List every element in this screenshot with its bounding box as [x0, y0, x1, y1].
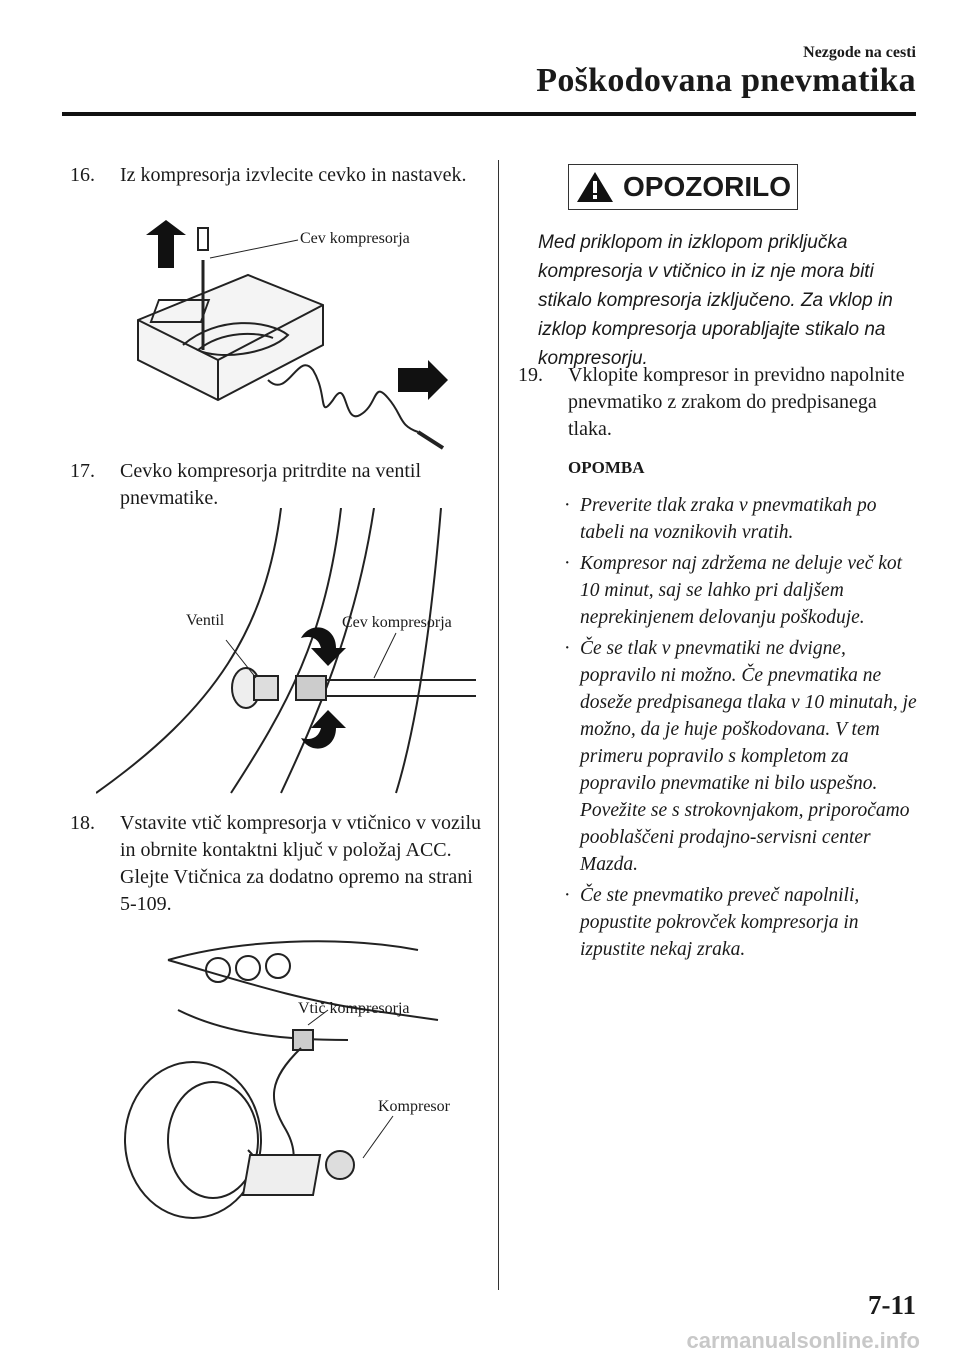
note-heading: OPOMBA [568, 458, 645, 477]
step-17 [70, 458, 490, 512]
step-16 [70, 162, 470, 189]
step-text: Vstavite vtič kompresorja v vtičnico v vozilu in obrnite kontaktni ključ v položaj ACC. [120, 812, 482, 861]
page-number: 7-11 [867, 1290, 916, 1320]
note-item [564, 492, 918, 546]
note-item [564, 550, 918, 631]
figure-label-hose: Cev kompresorja [300, 230, 410, 247]
valve-hose-illustration [96, 508, 476, 798]
bullet: · [564, 885, 571, 906]
step-text: Cevko kompresorja pritrdite na ventil pnevmatike. [120, 460, 422, 509]
bullet: · [564, 495, 571, 516]
note-item-text: Če se tlak v pnevmatiki ne dvigne, popravilo ni možno. Če pnevmatika ne doseže predpisanega tlaka v 10 minutah, je možno, da je huje poškodovana. V tem primeru popravilo s kompletom za popravilo pnevmatike ni bilo uspešno. Povežite se s strokovnjakom, priporočamo pooblaščeni prodajno-servisni center Mazda. [580, 638, 917, 875]
warning-text: Med priklopom in izklopom priključka kompresorja v vtičnico in iz nje mora biti stikalo kompresorja izključeno. Za vklop in izklop kompresorja uporabljajte stikalo na kompresorju. [538, 232, 893, 369]
step-text: Vklopite kompresor in previdno napolnite pnevmatiko z zrakom do predpisanega tlaka. [568, 364, 905, 440]
step-number: 16. [70, 164, 95, 186]
header-rule [62, 112, 916, 116]
step-number: 17. [70, 460, 95, 482]
warning-triangle-icon [575, 170, 615, 204]
compressor-hose-illustration [128, 220, 468, 460]
note-item-text: Če ste pnevmatiko preveč napolnili, popustite pokrovček kompresorja in izpustite nekaj zraka. [580, 885, 860, 960]
warning-box [568, 164, 798, 210]
note-list [564, 492, 918, 967]
step-number: 18. [70, 812, 95, 834]
figure-label-compressor: Kompresor [378, 1098, 450, 1115]
section-title: Nezgode na cesti [803, 44, 916, 61]
figure-label-valve: Ventil [186, 612, 225, 629]
watermark: carmanualsonline.info [686, 1328, 920, 1353]
note-item [564, 882, 918, 963]
warning-title: OPOZORILO [623, 171, 791, 202]
figure-label-hose: Cev kompresorja [342, 614, 452, 631]
compressor-plug-illustration [118, 940, 468, 1220]
note-item-text: Preverite tlak zraka v pnevmatikah po tabeli na voznikovih vratih. [580, 495, 877, 543]
step-text-reference: Glejte Vtičnica za dodatno opremo na strani 5-109. [120, 866, 473, 915]
bullet: · [564, 553, 571, 574]
step-number: 19. [518, 364, 543, 386]
figure-label-plug: Vtič kompresorja [298, 1000, 410, 1017]
column-divider [498, 160, 499, 1290]
page-title: Poškodovana pnevmatika [536, 62, 916, 99]
step-text: Iz kompresorja izvlecite cevko in nastavek. [120, 164, 467, 186]
step-19 [518, 362, 918, 443]
note-item [564, 635, 918, 878]
note-item-text: Kompresor naj zdržema ne deluje več kot 10 minut, saj se lahko pri daljšem neprekinjenem delovanju poškoduje. [580, 553, 903, 628]
bullet: · [564, 638, 571, 659]
step-18 [70, 810, 490, 918]
